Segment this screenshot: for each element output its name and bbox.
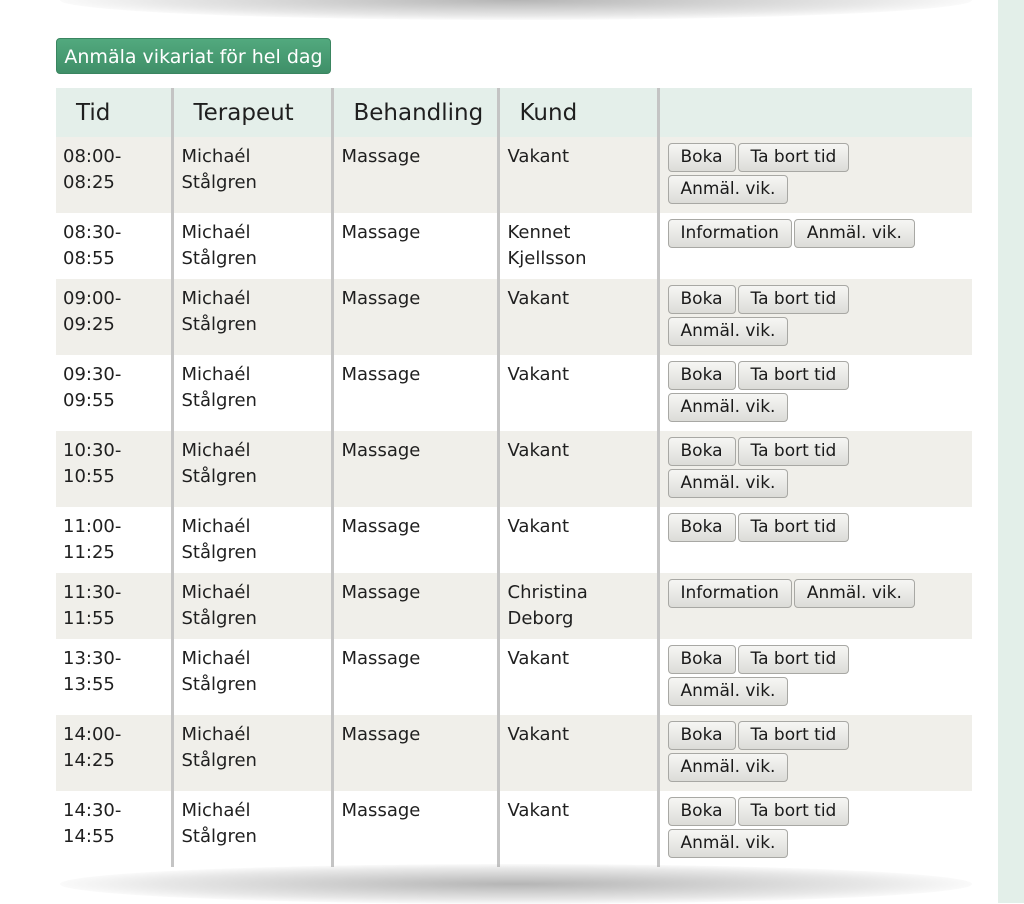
treatment-cell: Massage (332, 355, 498, 431)
actions-cell (658, 507, 972, 573)
actions-cell (658, 355, 972, 431)
customer-cell: Vakant (498, 639, 658, 715)
therapist-cell: Michaél Stålgren (172, 791, 332, 867)
customer-cell: Vakant (498, 279, 658, 355)
table-row (56, 507, 972, 573)
table-row (56, 279, 972, 355)
table-row (56, 213, 972, 279)
report-substitute-button[interactable]: Anmäl. vik. (794, 219, 915, 248)
time-cell: 14:30-14:55 (56, 791, 172, 867)
actions-cell (658, 573, 972, 639)
actions-cell (658, 715, 972, 791)
customer-cell: Vakant (498, 137, 658, 213)
time-cell: 08:30-08:55 (56, 213, 172, 279)
book-button[interactable]: Boka (668, 797, 736, 826)
time-cell: 11:00-11:25 (56, 507, 172, 573)
treatment-cell: Massage (332, 507, 498, 573)
treatment-cell: Massage (332, 213, 498, 279)
time-cell: 09:30-09:55 (56, 355, 172, 431)
customer-cell: Vakant (498, 355, 658, 431)
remove-time-button[interactable]: Ta bort tid (738, 143, 850, 172)
therapist-cell: Michaél Stålgren (172, 137, 332, 213)
actions-cell (658, 279, 972, 355)
appointment-schedule-table (56, 88, 972, 867)
therapist-cell: Michaél Stålgren (172, 573, 332, 639)
remove-time-button[interactable]: Ta bort tid (738, 721, 850, 750)
therapist-cell: Michaél Stålgren (172, 715, 332, 791)
time-cell: 09:00-09:25 (56, 279, 172, 355)
customer-cell: Kennet Kjellsson (498, 213, 658, 279)
time-cell: 14:00-14:25 (56, 715, 172, 791)
remove-time-button[interactable]: Ta bort tid (738, 797, 850, 826)
therapist-cell: Michaél Stålgren (172, 279, 332, 355)
treatment-cell: Massage (332, 431, 498, 507)
table-header-row (56, 88, 972, 137)
book-button[interactable]: Boka (668, 361, 736, 390)
time-cell: 13:30-13:55 (56, 639, 172, 715)
customer-cell: Vakant (498, 791, 658, 867)
top-shadow-decoration (60, 0, 972, 20)
customer-cell: Christina Deborg (498, 573, 658, 639)
book-button[interactable]: Boka (668, 437, 736, 466)
table-row (56, 639, 972, 715)
information-button[interactable]: Information (668, 579, 792, 608)
therapist-cell: Michaél Stålgren (172, 355, 332, 431)
column-header-therapist: Terapeut (172, 88, 332, 137)
report-substitute-button[interactable]: Anmäl. vik. (668, 753, 789, 782)
table-row (56, 573, 972, 639)
actions-cell (658, 639, 972, 715)
actions-cell (658, 431, 972, 507)
remove-time-button[interactable]: Ta bort tid (738, 361, 850, 390)
report-substitute-button[interactable]: Anmäl. vik. (668, 175, 789, 204)
treatment-cell: Massage (332, 639, 498, 715)
book-button[interactable]: Boka (668, 721, 736, 750)
report-substitute-button[interactable]: Anmäl. vik. (668, 317, 789, 346)
table-row (56, 137, 972, 213)
treatment-cell: Massage (332, 573, 498, 639)
treatment-cell: Massage (332, 715, 498, 791)
right-side-strip (998, 0, 1024, 903)
information-button[interactable]: Information (668, 219, 792, 248)
treatment-cell: Massage (332, 791, 498, 867)
remove-time-button[interactable]: Ta bort tid (738, 437, 850, 466)
therapist-cell: Michaél Stålgren (172, 431, 332, 507)
time-cell: 11:30-11:55 (56, 573, 172, 639)
report-substitute-button[interactable]: Anmäl. vik. (668, 677, 789, 706)
column-header-treatment: Behandling (332, 88, 498, 137)
therapist-cell: Michaél Stålgren (172, 213, 332, 279)
remove-time-button[interactable]: Ta bort tid (738, 285, 850, 314)
report-substitute-full-day-button[interactable]: Anmäla vikariat för hel dag (56, 38, 331, 74)
therapist-cell: Michaél Stålgren (172, 507, 332, 573)
customer-cell: Vakant (498, 507, 658, 573)
actions-cell (658, 791, 972, 867)
therapist-cell: Michaél Stålgren (172, 639, 332, 715)
actions-cell (658, 137, 972, 213)
remove-time-button[interactable]: Ta bort tid (738, 513, 850, 542)
column-header-customer: Kund (498, 88, 658, 137)
treatment-cell: Massage (332, 137, 498, 213)
report-substitute-button[interactable]: Anmäl. vik. (794, 579, 915, 608)
treatment-cell: Massage (332, 279, 498, 355)
time-cell: 10:30-10:55 (56, 431, 172, 507)
table-row (56, 715, 972, 791)
report-substitute-button[interactable]: Anmäl. vik. (668, 469, 789, 498)
column-header-time: Tid (56, 88, 172, 137)
book-button[interactable]: Boka (668, 143, 736, 172)
book-button[interactable]: Boka (668, 645, 736, 674)
customer-cell: Vakant (498, 715, 658, 791)
time-cell: 08:00-08:25 (56, 137, 172, 213)
table-row (56, 431, 972, 507)
book-button[interactable]: Boka (668, 285, 736, 314)
table-row (56, 355, 972, 431)
customer-cell: Vakant (498, 431, 658, 507)
report-substitute-button[interactable]: Anmäl. vik. (668, 393, 789, 422)
book-button[interactable]: Boka (668, 513, 736, 542)
report-substitute-button[interactable]: Anmäl. vik. (668, 829, 789, 858)
bottom-shadow-decoration (60, 864, 972, 904)
actions-cell (658, 213, 972, 279)
column-header-actions (658, 88, 972, 137)
table-row (56, 791, 972, 867)
remove-time-button[interactable]: Ta bort tid (738, 645, 850, 674)
